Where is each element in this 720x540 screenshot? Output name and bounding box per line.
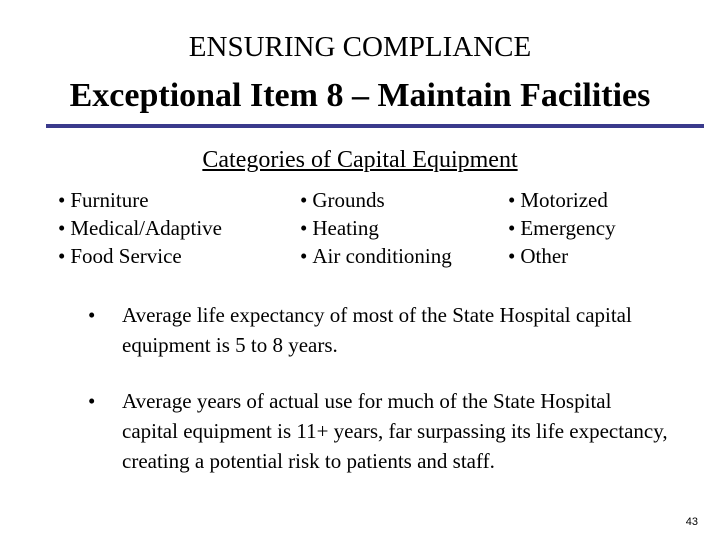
category-item: • Grounds [300, 188, 385, 212]
section-subheading: Categories of Capital Equipment [202, 147, 518, 173]
bullet-icon: • [508, 188, 516, 212]
category-item: • Motorized [508, 188, 608, 212]
bullet-icon: • [58, 188, 66, 212]
bullet-icon: • [508, 244, 516, 268]
bullet-icon: • [300, 216, 308, 240]
bullet-icon: • [508, 216, 516, 240]
category-column-3 [508, 186, 616, 270]
bullet-point [88, 386, 668, 476]
bullet-point-text: Average life expectancy of most of the State Hospital capital equipment is 5 to 8 years. [122, 303, 632, 357]
bullet-icon: • [300, 244, 308, 268]
category-item: • Emergency [508, 216, 616, 240]
category-item: • Other [508, 244, 569, 268]
category-item: • Heating [300, 216, 379, 240]
category-item: • Furniture [58, 188, 149, 212]
bullet-icon: • [88, 303, 96, 327]
bullet-icon: • [88, 389, 96, 413]
bullet-point [88, 300, 668, 360]
slide-title: Exceptional Item 8 – Maintain Facilities [69, 77, 651, 114]
title-divider [46, 124, 704, 128]
page-number: 43 [685, 516, 698, 528]
category-column-2 [300, 186, 452, 270]
bullet-point-text: Average years of actual use for much of the State Hospital capital equipment is 11+ years, far surpassing its life expectancy, creating a potential risk to patients and staff. [122, 389, 668, 473]
category-column-1 [58, 186, 222, 270]
category-item: • Medical/Adaptive [58, 216, 222, 240]
bullet-icon: • [58, 216, 66, 240]
category-item: • Food Service [58, 244, 182, 268]
category-item: • Air conditioning [300, 244, 452, 268]
slide-kicker: ENSURING COMPLIANCE [188, 31, 532, 63]
bullet-icon: • [300, 188, 308, 212]
bullet-icon: • [58, 244, 66, 268]
